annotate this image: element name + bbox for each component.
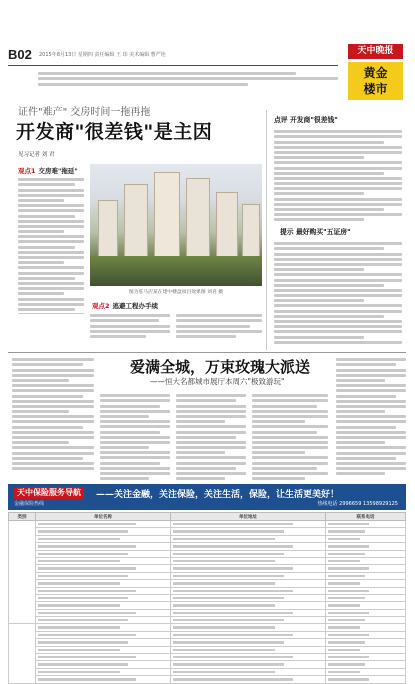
page-header [8,45,338,66]
table-cell [171,528,326,535]
table-row [9,550,406,557]
table-row [9,668,406,675]
table-row [9,543,406,550]
table-row [9,602,406,609]
table-cell [171,631,326,638]
table-cell [36,631,171,638]
table-cell [171,572,326,579]
comment-title: 点评 开发商"很差钱" [274,116,338,124]
table-cell [36,565,171,572]
table-row [9,631,406,638]
feature-headline: 爱满全城，万束玫瑰大派送 [130,358,311,376]
table-header: 单位地址 [171,513,326,521]
table-cell [36,602,171,609]
table-header: 类别 [9,513,36,521]
body-column [18,176,84,314]
table-cell [171,668,326,675]
table-row [9,617,406,624]
table-cell [36,543,171,550]
table-cell [36,654,171,661]
table-cell [171,602,326,609]
table-cell [36,668,171,675]
insurance-directory-table [8,512,406,684]
section-title: 黄金 楼市 [348,62,403,100]
table-cell [171,609,326,616]
table-cell [171,646,326,653]
table-cell [171,661,326,668]
building-photo [90,164,262,286]
table-cell [326,580,406,587]
feature-subhead: ——恒大名都城市展厅本周六"极致游玩" [150,377,285,386]
table-cell [36,528,171,535]
table-cell [326,528,406,535]
table-row [9,594,406,601]
table-cell [171,654,326,661]
category-cell [9,624,36,683]
insurance-ad-banner [8,484,406,510]
table-cell [36,557,171,564]
table-cell [171,550,326,557]
table-cell [36,594,171,601]
table-cell [36,535,171,542]
table-cell [326,624,406,631]
table-cell [36,550,171,557]
table-row [9,609,406,616]
body-column [274,240,402,346]
table-row [9,572,406,579]
table-cell [171,557,326,564]
ad-slogan: ——关注金融，关注保险，关注生活，保险，让生活更美好！ [96,490,340,500]
category-cell [9,521,36,624]
table-row [9,639,406,646]
table-cell [326,594,406,601]
photo-caption: 图为驻马店某在建中楼盘项目效果图 刘君 摄 [128,290,224,295]
table-row [9,654,406,661]
table-cell [171,580,326,587]
table-cell [171,617,326,624]
table-cell [171,624,326,631]
intro-text [38,70,338,88]
table-cell [326,557,406,564]
story-byline: 见习记者 刘 君 [18,152,55,158]
header-info: 2015年8月13日 星期四 责任编辑 王 玮 美术编辑 曹严艳 [39,52,166,58]
table-cell [326,602,406,609]
table-cell [36,587,171,594]
table-row [9,624,406,631]
table-cell [36,646,171,653]
table-cell [36,639,171,646]
subhead-2: 观点2 逃避工程办手续 [92,302,159,310]
body-column [90,312,170,346]
table-row [9,528,406,535]
body-column [176,392,246,480]
table-row [9,557,406,564]
section-separator [8,352,406,353]
table-cell [171,639,326,646]
table-cell [36,580,171,587]
table-cell [326,587,406,594]
table-row [9,580,406,587]
body-column [100,392,170,480]
table-cell [36,661,171,668]
story-headline: 开发商"很差钱"是主因 [16,121,213,143]
body-column [252,392,328,480]
table-cell [326,609,406,616]
table-cell [171,594,326,601]
table-row [9,565,406,572]
table-cell [326,654,406,661]
table-cell [326,550,406,557]
table-header: 单位名称 [36,513,171,521]
table-cell [171,565,326,572]
subhead-1: 观点1 交房难"拖延" [18,167,78,175]
tip-title: 提示 最好购买"五证房" [280,228,351,236]
table-cell [326,543,406,550]
table-row [9,535,406,542]
body-column [176,312,262,346]
newspaper-logo: 天中晚报 [348,44,403,59]
table-cell [36,624,171,631]
body-column [274,128,402,222]
ad-logo: 天中保险服务导航 [14,487,84,499]
ad-contact: 金融保险热线 [14,501,45,507]
table-row [9,587,406,594]
table-cell [326,565,406,572]
table-cell [326,668,406,675]
table-cell [326,617,406,624]
body-column [12,356,94,472]
table-cell [36,521,171,528]
table-cell [36,609,171,616]
table-cell [36,572,171,579]
table-cell [326,646,406,653]
table-cell [171,587,326,594]
table-cell [326,521,406,528]
column-divider [266,110,267,350]
table-cell [326,661,406,668]
table-row [9,661,406,668]
page-number: B02 [8,47,32,62]
table-header: 联系电话 [326,513,406,521]
ad-phone: 热线电话 2996659 13598929125 [317,501,398,507]
table-cell [36,617,171,624]
table-cell [326,535,406,542]
table-cell [326,572,406,579]
table-row [9,521,406,528]
table-cell [171,543,326,550]
table-cell [171,535,326,542]
body-column [336,356,406,480]
table-row [9,646,406,653]
table-cell [171,521,326,528]
table-cell [326,631,406,638]
table-cell [326,639,406,646]
story-kicker: 证件"难产" 交房时间一拖再拖 [18,107,151,118]
